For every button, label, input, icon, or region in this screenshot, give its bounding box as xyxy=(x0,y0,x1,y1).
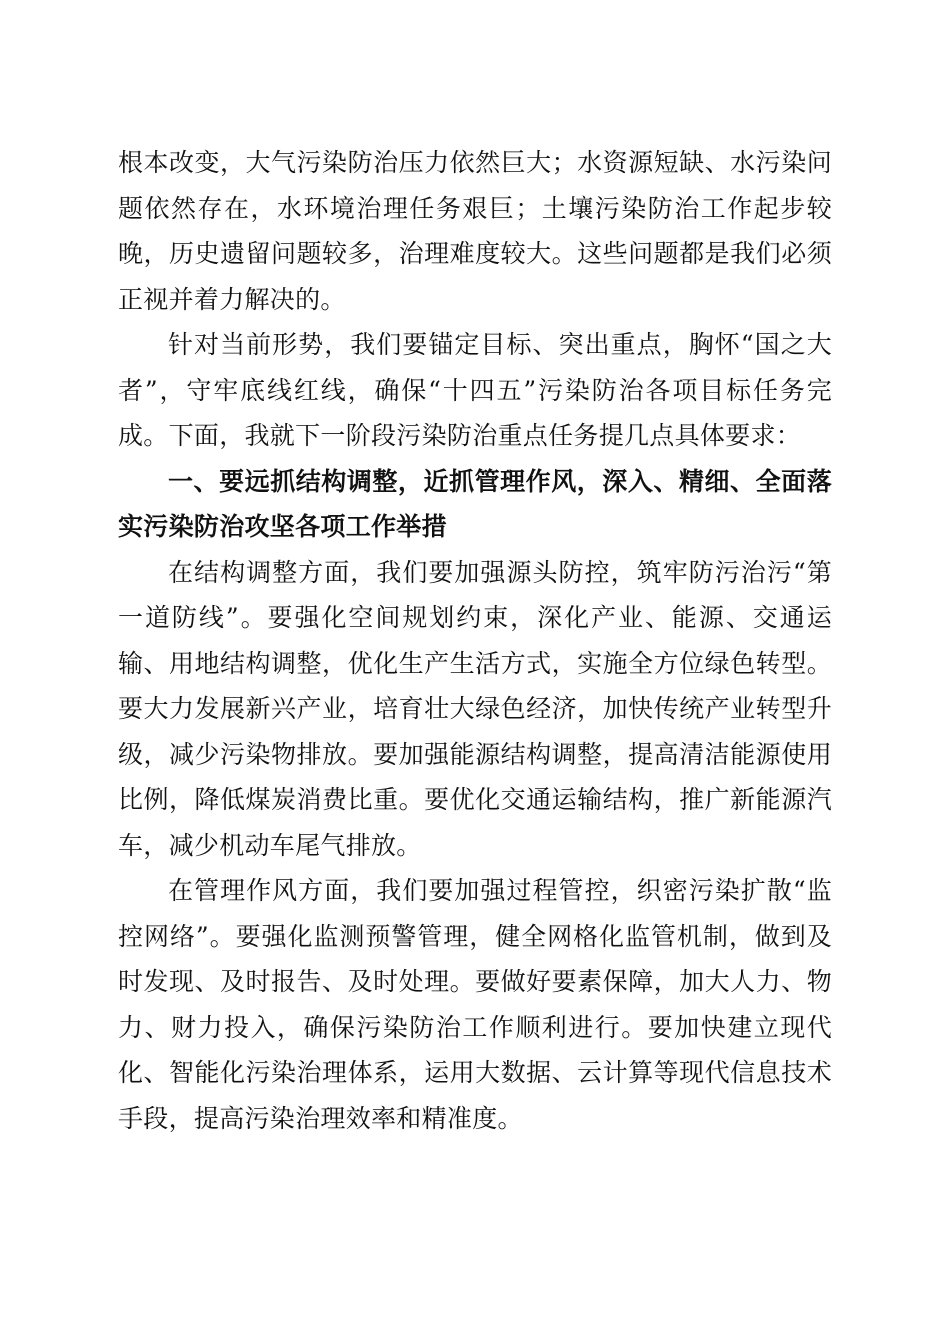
paragraph-continued-text: 根本改变，大气污染防治压力依然巨大；水资源短缺、水污染问题依然存在，水环境治理任务艰巨；土壤污染防治工作起步较晚，历史遗留问题较多，治理难度较大。这些问题都是我们必须正视并着力解决的。 xyxy=(118,148,832,314)
paragraph-current-situation: 针对当前形势，我们要锚定目标、突出重点，胸怀“国之大者”，守牢底线红线，确保“十四五”污染防治各项目标任务完成。下面，我就下一阶段污染防治重点任务提几点具体要求： xyxy=(118,330,832,450)
paragraph-structural-adjustment: 在结构调整方面，我们要加强源头防控，筑牢防污治污“第一道防线”。要强化空间规划约束，深化产业、能源、交通运输、用地结构调整，优化生产生活方式，实施全方位绿色转型。要大力发展新兴产业，培育壮大绿色经济，加快传统产业转型升级，减少污染物排放。要加强能源结构调整，提高清洁能源使用比例，降低煤炭消费比重。要优化交通运输结构，推广新能源汽车，减少机动车尾气排放。 xyxy=(118,557,832,860)
paragraph-management-style: 在管理作风方面，我们要加强过程管控，织密污染扩散“监控网络”。要强化监测预警管理，健全网格化监管机制，做到及时发现、及时报告、及时处理。要做好要素保障，加大人力、物力、财力投入，确保污染防治工作顺利进行。要加快建立现代化、智能化污染治理体系，运用大数据、云计算等现代信息技术手段，提高污染治理效率和精准度。 xyxy=(118,876,832,1133)
section-heading-one: 一、要远抓结构调整，近抓管理作风，深入、精细、全面落实污染防治攻坚各项工作举措 xyxy=(118,466,832,541)
document-body xyxy=(118,140,832,1141)
